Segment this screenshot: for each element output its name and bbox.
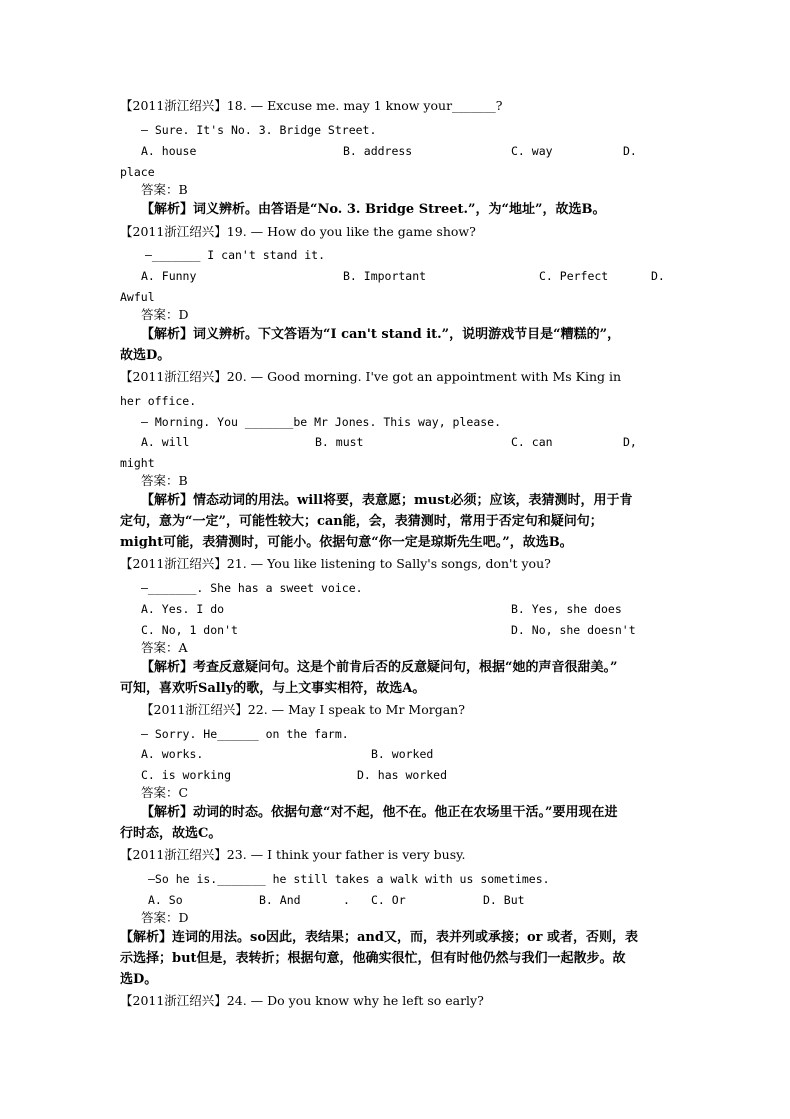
explanation-cont: 行时态，故选C。 — [120, 826, 222, 841]
explanation-cont: 定句，意为“一定”，可能性较大；can能，会，表猜测时，常用于否定句和疑问句； — [120, 514, 603, 529]
explanation-cont: might可能，表猜测时，可能小。依据句意“你一定是琼斯先生吧。”，故选B。 — [120, 535, 573, 550]
answer: 答案：B — [141, 182, 188, 197]
option-b: B. must — [315, 435, 364, 449]
explanation-cont: 选D。 — [120, 972, 158, 987]
explanation: 【解析】考查反意疑问句。这是个前肯后否的反意疑问句，根据“她的声音很甜美。” — [141, 660, 618, 675]
option-d: D. — [623, 144, 637, 158]
explanation-cont: 示选择；but但是，表转折；根据句意，他确实很忙，但有时他仍然与我们一起散步。故 — [120, 951, 626, 966]
question-19: 【2011浙江绍兴】19. — How do you like the game show? — [120, 224, 476, 239]
option-d-text: might — [120, 456, 155, 470]
dialogue-line: —_______ I can't stand it. — [145, 248, 326, 262]
dialogue-line: — Sorry. He______ on the farm. — [141, 727, 349, 741]
option-c: C. Perfect — [539, 269, 609, 283]
option-b: B. worked — [371, 747, 434, 761]
option-d-text: Awful — [120, 290, 155, 304]
option-c: C. Or — [371, 893, 406, 907]
option-b: B. Important — [343, 269, 427, 283]
option-d: D, — [623, 435, 637, 449]
explanation: 【解析】词义辨析。由答语是“No. 3. Bridge Street.”，为“地址”，故选B。 — [141, 202, 606, 217]
option-a: A. So — [148, 893, 183, 907]
option-d: D. — [651, 269, 665, 283]
option-d: D. No, she doesn't — [511, 623, 636, 637]
explanation-cont: 故选D。 — [120, 348, 171, 363]
option-b: B. address — [343, 144, 413, 158]
option-a: A. will — [141, 435, 190, 449]
option-c: C. No, 1 don't — [141, 623, 238, 637]
question-21: 【2011浙江绍兴】21. — You like listening to Sally's songs, don't you? — [120, 556, 551, 571]
dialogue-line: — Morning. You _______be Mr Jones. This way, please. — [141, 415, 502, 429]
explanation: 【解析】情态动词的用法。will将要，表意愿；must必须；应该，表猜测时，用于肯 — [141, 493, 633, 508]
stray-dot: . — [343, 893, 350, 907]
answer: 答案：B — [141, 473, 188, 488]
option-c: C. way — [511, 144, 553, 158]
question-24: 【2011浙江绍兴】24. — Do you know why he left so early? — [120, 993, 484, 1008]
explanation: 【解析】动词的时态。依据句意“对不起，他不在。他正在农场里干活。”要用现在进 — [141, 805, 618, 820]
answer: 答案：C — [141, 785, 189, 800]
explanation: 【解析】词义辨析。下文答语为“I can't stand it.”，说明游戏节目是“糟糕的”， — [141, 327, 621, 342]
question-23: 【2011浙江绍兴】23. — I think your father is very busy. — [120, 847, 466, 862]
question-18: 【2011浙江绍兴】18. — Excuse me. may 1 know your_______? — [120, 98, 503, 113]
explanation: 【解析】连词的用法。so因此，表结果；and又，而，表并列或承接；or 或者，否则，表 — [120, 930, 639, 945]
dialogue-line: — Sure. It's No. 3. Bridge Street. — [141, 123, 377, 137]
option-b: B. Yes, she does — [511, 602, 622, 616]
option-d: D. has worked — [357, 768, 448, 782]
option-a: A. Funny — [141, 269, 197, 283]
explanation-cont: 可知，喜欢听Sally的歌，与上文事实相符，故选A。 — [120, 681, 426, 696]
dialogue-line: —So he is._______ he still takes a walk with us sometimes. — [148, 872, 550, 886]
answer: 答案：A — [141, 640, 188, 655]
question-22: 【2011浙江绍兴】22. — May I speak to Mr Morgan? — [141, 702, 465, 717]
option-a: A. works. — [141, 747, 204, 761]
question-20: 【2011浙江绍兴】20. — Good morning. I've got an appointment with Ms King in — [120, 369, 622, 384]
answer: 答案：D — [141, 307, 189, 322]
option-b: B. And — [259, 893, 301, 907]
option-d: D. But — [483, 893, 525, 907]
option-d-text: place — [120, 165, 155, 179]
question-cont: her office. — [120, 394, 197, 408]
option-c: C. can — [511, 435, 553, 449]
option-a: A. Yes. I do — [141, 602, 225, 616]
option-c: C. is working — [141, 768, 232, 782]
option-a: A. house — [141, 144, 197, 158]
answer: 答案：D — [141, 910, 189, 925]
dialogue-line: —_______. She has a sweet voice. — [141, 581, 363, 595]
